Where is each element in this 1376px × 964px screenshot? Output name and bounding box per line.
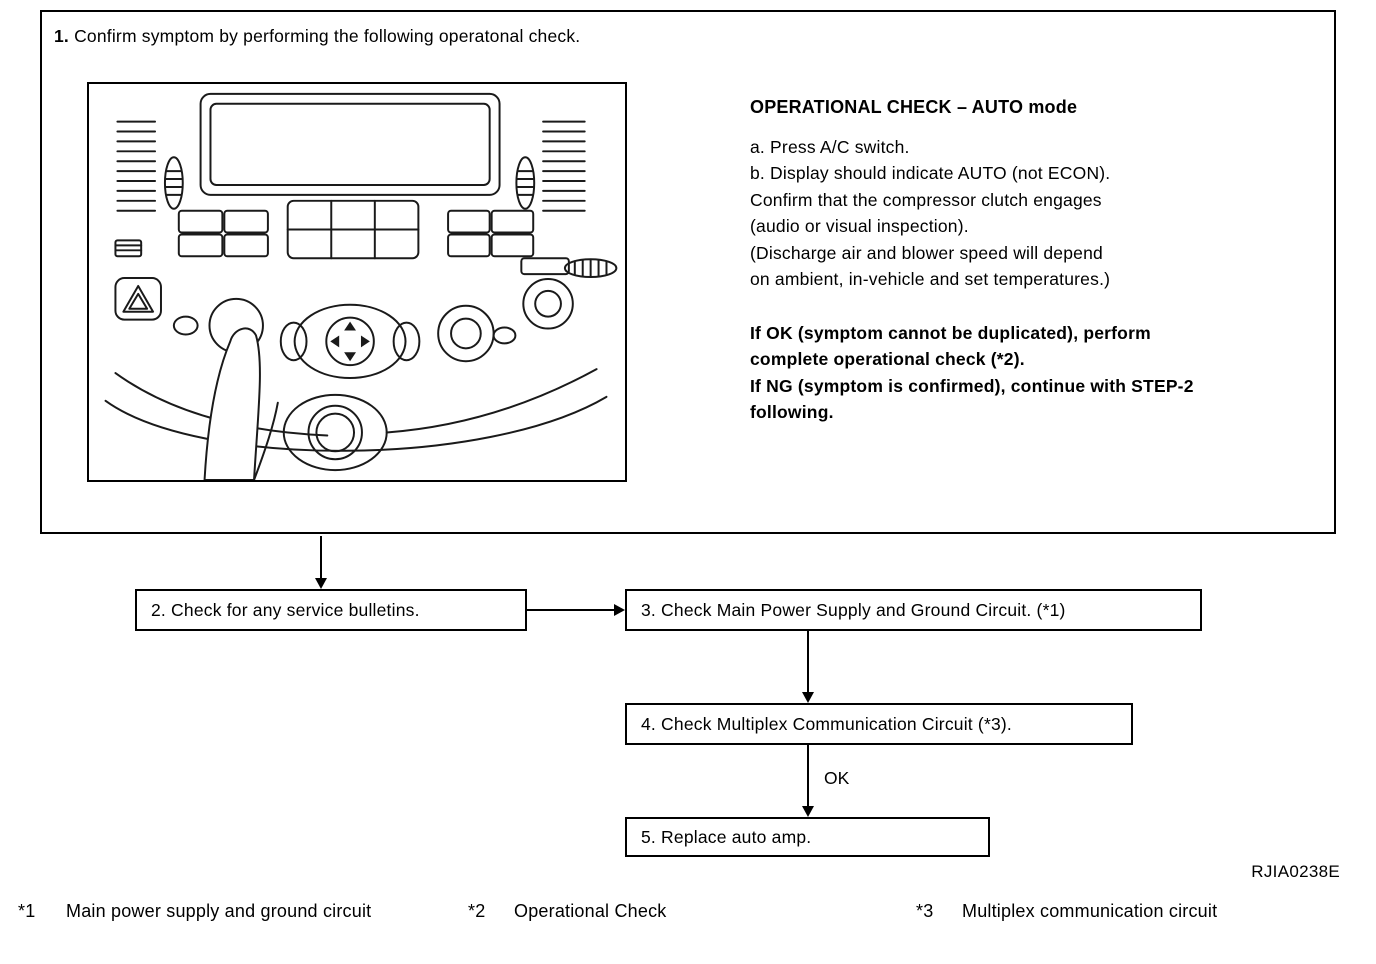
step1-box	[40, 10, 1336, 534]
connector-step2-step3	[527, 609, 615, 611]
dpad-arrow-icons	[330, 322, 370, 362]
op-check-emphasis-line: complete operational check (*2).	[750, 349, 1025, 369]
step1-number: 1.	[54, 26, 69, 46]
pointing-finger	[205, 328, 278, 480]
op-check-emphasis-line: following.	[750, 402, 834, 422]
op-check-line: (Discharge air and blower speed will depend	[750, 242, 1103, 263]
figure-id: RJIA0238E	[1251, 862, 1340, 881]
operational-check-heading: OPERATIONAL CHECK – AUTO mode	[750, 97, 1078, 117]
arrowhead-step1-step2	[315, 578, 327, 589]
arrowhead-step3-step4	[802, 692, 814, 703]
ok-branch-label: OK	[824, 768, 850, 788]
footnote-3-text: Multiplex communication circuit	[962, 901, 1218, 921]
connector-step4-step5	[807, 745, 809, 807]
op-check-line: b. Display should indicate AUTO (not ECON).	[750, 163, 1111, 183]
footnote-2-text: Operational Check	[514, 901, 667, 921]
connector-step1-step2	[320, 536, 322, 579]
hvac-panel-illustration	[87, 82, 627, 482]
step4-label: 4. Check Multiplex Communication Circuit (*3).	[641, 713, 1012, 734]
step5-label: 5. Replace auto amp.	[641, 826, 812, 847]
op-check-line: Confirm that the compressor clutch engages	[750, 189, 1102, 210]
connector-step3-step4	[807, 631, 809, 693]
footnote-2-marker: *2	[468, 901, 486, 921]
footnote-1-text: Main power supply and ground circuit	[66, 901, 372, 921]
operational-check-text	[750, 94, 1350, 426]
step1-title-text: Confirm symptom by performing the following operatonal check.	[74, 26, 581, 46]
step4-box	[625, 703, 1133, 745]
op-check-result-instructions	[750, 320, 1350, 426]
step2-box	[135, 589, 527, 631]
arrowhead-step4-step5	[802, 806, 814, 817]
footnote-3-marker: *3	[916, 901, 934, 921]
step5-box	[625, 817, 990, 857]
op-check-line: a. Press A/C switch.	[750, 136, 910, 157]
step1-title	[54, 26, 580, 47]
footnote-1-marker: *1	[18, 901, 36, 921]
op-check-emphasis-line: If OK (symptom cannot be duplicated), perform	[750, 322, 1151, 343]
step3-box	[625, 589, 1202, 631]
op-check-emphasis-line: If NG (symptom is confirmed), continue with STEP-2	[750, 375, 1194, 396]
op-check-line: on ambient, in-vehicle and set temperatures.)	[750, 269, 1111, 289]
op-check-line: (audio or visual inspection).	[750, 216, 969, 236]
step3-label: 3. Check Main Power Supply and Ground Circuit. (*1)	[641, 599, 1066, 620]
hvac-panel-drawing	[89, 84, 625, 480]
arrowhead-step2-step3	[614, 604, 625, 616]
step2-label: 2. Check for any service bulletins.	[151, 599, 420, 620]
